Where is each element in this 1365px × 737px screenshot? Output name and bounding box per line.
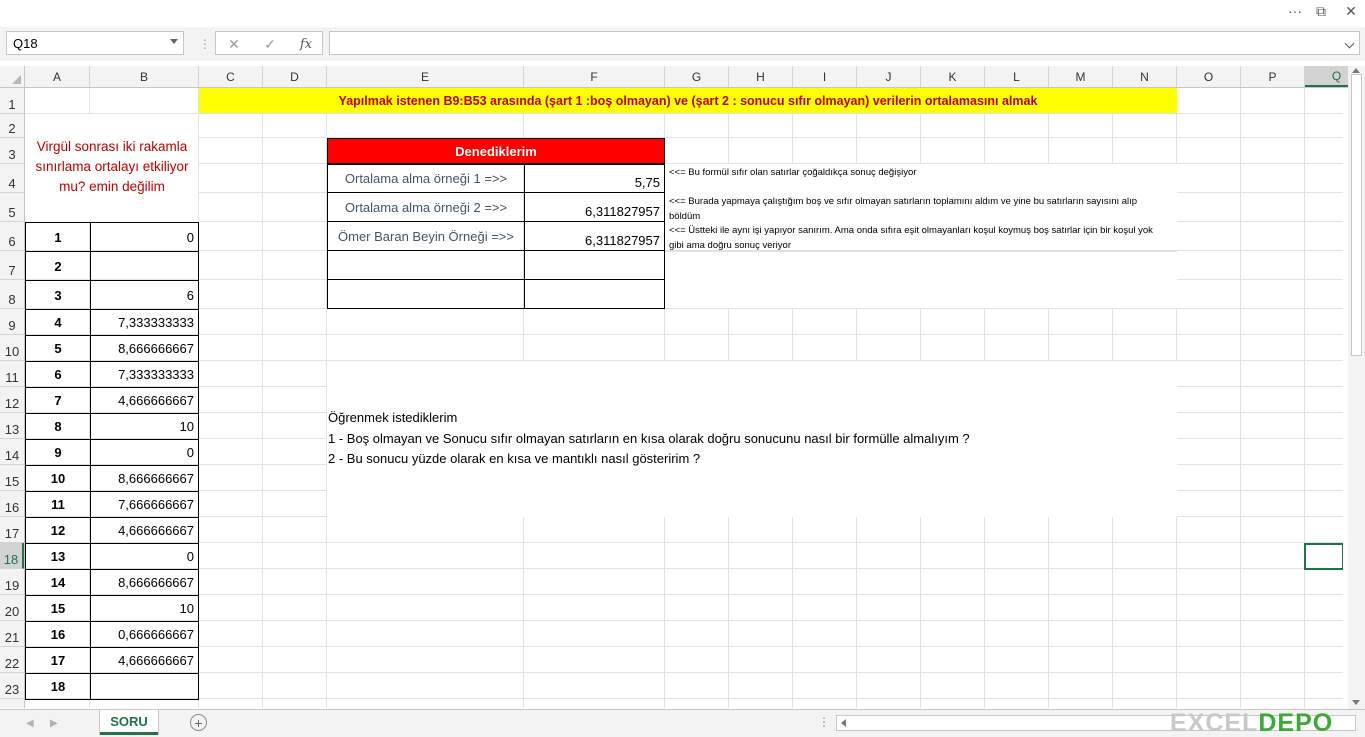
active-cell-cursor (1304, 543, 1343, 570)
row-header-7[interactable]: 7 (0, 251, 24, 280)
column-header-l[interactable]: L (985, 66, 1049, 87)
name-box[interactable] (6, 31, 184, 55)
list-value-cell[interactable]: 0 (90, 222, 199, 252)
prev-sheet-icon[interactable]: ◀ (26, 718, 34, 729)
row-header-13[interactable]: 13 (0, 413, 24, 439)
list-index-cell[interactable]: 4 (25, 309, 91, 336)
table-label-cell[interactable] (327, 279, 525, 309)
table-note-cell[interactable]: <<= Burada yapmaya çalıştığım boş ve sıfır olmayan satırların toplamını aldım ve yine bu satırların sayısını alıp böldüm (669, 196, 1138, 222)
sheet-tab-soru[interactable]: SORU (100, 710, 158, 735)
list-value-cell[interactable]: 7,666666667 (90, 491, 199, 518)
title-banner-cell[interactable]: Yapılmak istenen B9:B53 arasında (şart 1 :boş olmayan) ve (şart 2 : sonucu sıfır olmayan) verilerin ortalamasını almak (199, 88, 1177, 113)
row-header-2[interactable]: 2 (0, 114, 24, 138)
learn-title-cell[interactable]: Öğrenmek istediklerim (328, 410, 458, 425)
row-header-4[interactable]: 4 (0, 164, 24, 193)
list-value-cell[interactable]: 7,333333333 (90, 361, 199, 388)
cancel-icon[interactable]: ✕ (228, 35, 240, 52)
vertical-scrollbar[interactable] (1348, 66, 1365, 709)
table-note-cell[interactable]: <<= Bu formül sıfır olan satırlar çoğaldıkça sonuç değişiyor (669, 167, 917, 178)
expand-formula-icon[interactable] (1345, 39, 1355, 49)
table-header-cell[interactable]: Denediklerim (327, 138, 665, 165)
row-header-6[interactable]: 6 (0, 222, 24, 251)
formula-actions (215, 31, 323, 55)
formula-bar (0, 27, 1365, 61)
column-header-c[interactable]: C (199, 66, 263, 87)
chevron-down-icon[interactable] (170, 39, 178, 44)
list-value-cell[interactable] (90, 251, 199, 281)
row-header-3[interactable]: 3 (0, 138, 24, 164)
note-cell-left[interactable]: Virgül sonrası iki rakamla sınırlama ortalayı etkiliyor mu? emin değilim (35, 139, 189, 194)
row-header-9[interactable]: 9 (0, 309, 24, 335)
list-value-cell[interactable]: 6 (90, 280, 199, 310)
list-value-cell[interactable]: 0 (90, 439, 199, 466)
more-options-icon[interactable]: ··· (1288, 3, 1302, 19)
watermark-text-1: EXCEL (1170, 709, 1259, 737)
learn-question-1-cell[interactable]: 1 - Boş olmayan ve Sonucu sıfır olmayan satırların en kısa olarak doğru sonucunu nasıl bir formülle almalıyım ? (328, 431, 970, 446)
column-header-p[interactable]: P (1241, 66, 1305, 87)
enter-check-icon[interactable]: ✓ (264, 35, 276, 52)
row-header-14[interactable]: 14 (0, 439, 24, 465)
select-all-button[interactable] (0, 66, 25, 87)
tab-split-grip-icon[interactable]: ⋮ (818, 715, 831, 729)
insert-function-icon[interactable]: fx (299, 36, 313, 52)
table-label-cell[interactable]: Ortalama alma örneği 2 =>> (327, 192, 525, 222)
table-note-cell[interactable]: <<= Üstteki ile aynı işi yapıyor sanırım. Ama onda sıfıra eşit olmayanları koşul koymuş boş satırlar için bir koşul yok gibi ama doğru sonuç veriyor (669, 225, 1153, 251)
row-header-11[interactable]: 11 (0, 361, 24, 387)
column-header-q[interactable]: Q (1305, 66, 1365, 87)
row-header-15[interactable]: 15 (0, 465, 24, 491)
table-label-cell[interactable]: Ortalama alma örneği 1 =>> (327, 163, 525, 193)
formula-input[interactable] (329, 31, 1360, 55)
list-index-cell[interactable]: 1 (25, 222, 91, 252)
row-header-8[interactable]: 8 (0, 280, 24, 309)
list-index-cell[interactable]: 8 (25, 413, 91, 440)
list-index-cell[interactable]: 17 (25, 647, 91, 674)
list-index-cell[interactable]: 5 (25, 335, 91, 362)
scroll-up-icon[interactable] (1352, 68, 1360, 73)
scroll-left-icon[interactable] (841, 719, 846, 727)
row-header-20[interactable]: 20 (0, 595, 24, 621)
list-index-cell[interactable]: 11 (25, 491, 91, 518)
column-header-k[interactable]: K (921, 66, 985, 87)
sheet-tab-bar (0, 709, 1365, 737)
restore-window-icon[interactable]: ⧉ (1316, 2, 1326, 19)
column-header-m[interactable]: M (1049, 66, 1113, 87)
name-box-value: Q18 (13, 35, 38, 51)
list-index-cell[interactable]: 12 (25, 517, 91, 544)
list-index-cell[interactable]: 3 (25, 280, 91, 310)
worksheet-grid[interactable] (25, 88, 1343, 708)
learn-question-2-cell[interactable]: 2 - Bu sonucu yüzde olarak en kısa ve mantıklı nasıl gösteririm ? (328, 451, 701, 466)
row-headers (0, 88, 25, 708)
list-value-cell[interactable] (90, 673, 199, 700)
list-index-cell[interactable]: 9 (25, 439, 91, 466)
row-header-16[interactable]: 16 (0, 491, 24, 517)
list-value-cell[interactable]: 8,666666667 (90, 465, 199, 492)
column-headers (0, 66, 1365, 88)
list-value-cell[interactable]: 4,666666667 (90, 387, 199, 414)
row-header-21[interactable]: 21 (0, 621, 24, 647)
table-value-cell[interactable] (524, 279, 665, 309)
column-header-j[interactable]: J (857, 66, 921, 87)
row-header-12[interactable]: 12 (0, 387, 24, 413)
list-index-cell[interactable]: 2 (25, 251, 91, 281)
table-label-cell[interactable]: Ömer Baran Beyin Örneği =>> (327, 221, 525, 251)
table-label-cell[interactable] (327, 250, 525, 280)
column-header-i[interactable]: I (793, 66, 857, 87)
table-value-cell[interactable]: 6,311827957 (524, 221, 665, 251)
row-header-18[interactable]: 18 (0, 543, 24, 569)
row-header-10[interactable]: 10 (0, 335, 24, 361)
row-header-22[interactable]: 22 (0, 647, 24, 673)
column-header-n[interactable]: N (1113, 66, 1177, 87)
formula-bar-grip-icon: ⋮ (199, 37, 211, 51)
column-header-b[interactable]: B (90, 66, 199, 87)
column-header-d[interactable]: D (263, 66, 327, 87)
list-index-cell[interactable]: 14 (25, 569, 91, 596)
title-bar (0, 0, 1365, 24)
list-value-cell[interactable]: 4,666666667 (90, 517, 199, 544)
table-value-cell[interactable]: 5,75 (524, 163, 665, 193)
column-header-a[interactable]: A (25, 66, 90, 87)
list-index-cell[interactable]: 15 (25, 595, 91, 622)
table-value-cell[interactable] (524, 250, 665, 280)
watermark-logo (1170, 709, 1333, 737)
list-index-cell[interactable]: 18 (25, 673, 91, 700)
column-header-f[interactable]: F (524, 66, 665, 87)
row-header-23[interactable]: 23 (0, 673, 24, 699)
scroll-thumb[interactable] (1351, 74, 1362, 356)
list-index-cell[interactable]: 7 (25, 387, 91, 414)
list-value-cell[interactable]: 0 (90, 543, 199, 570)
list-value-cell[interactable]: 8,666666667 (90, 335, 199, 362)
row-header-19[interactable]: 19 (0, 569, 24, 595)
list-value-cell[interactable]: 7,333333333 (90, 309, 199, 336)
column-header-o[interactable]: O (1177, 66, 1241, 87)
list-index-cell[interactable]: 6 (25, 361, 91, 388)
column-header-g[interactable]: G (665, 66, 729, 87)
column-header-e[interactable]: E (327, 66, 524, 87)
list-value-cell[interactable]: 4,666666667 (90, 647, 199, 674)
row-header-17[interactable]: 17 (0, 517, 24, 543)
close-window-icon[interactable]: ✕ (1345, 2, 1357, 19)
row-header-1[interactable]: 1 (0, 88, 24, 114)
list-value-cell[interactable]: 10 (90, 413, 199, 440)
list-value-cell[interactable]: 8,666666667 (90, 569, 199, 596)
add-sheet-icon[interactable]: + (190, 714, 207, 731)
list-value-cell[interactable]: 0,666666667 (90, 621, 199, 648)
watermark-text-2: DEPO (1258, 709, 1334, 737)
table-value-cell[interactable]: 6,311827957 (524, 192, 665, 222)
list-index-cell[interactable]: 13 (25, 543, 91, 570)
column-header-h[interactable]: H (729, 66, 793, 87)
list-index-cell[interactable]: 10 (25, 465, 91, 492)
list-value-cell[interactable]: 10 (90, 595, 199, 622)
row-header-5[interactable]: 5 (0, 193, 24, 222)
list-index-cell[interactable]: 16 (25, 621, 91, 648)
scroll-down-icon[interactable] (1352, 700, 1360, 705)
next-sheet-icon[interactable]: ▶ (50, 718, 58, 729)
